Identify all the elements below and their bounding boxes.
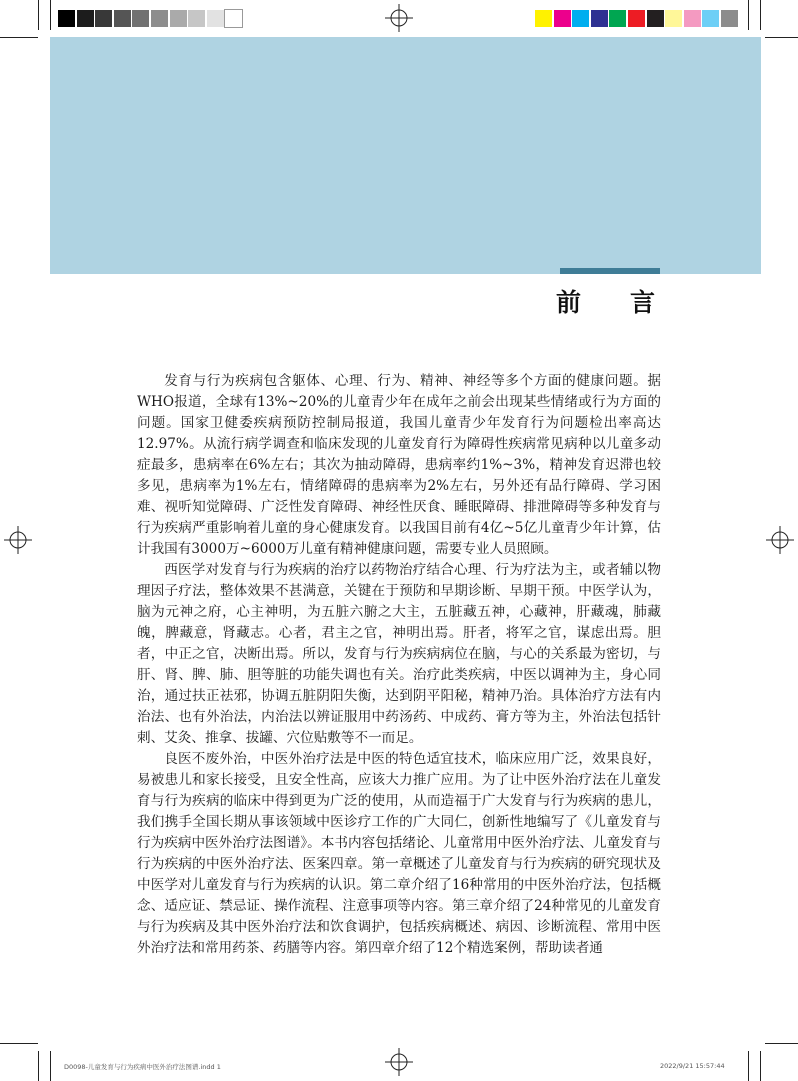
crop-mark-top-left-h — [0, 37, 38, 38]
crop-mark-bottom-right-v — [760, 1051, 761, 1081]
footer-timestamp: 2022/9/21 15:57:44 — [660, 1062, 725, 1070]
color-swatch — [702, 10, 719, 27]
color-swatch — [170, 10, 187, 27]
color-swatch — [77, 10, 94, 27]
color-swatch — [114, 10, 131, 27]
paragraph: 西医学对发育与行为疾病的治疗以药物治疗结合心理、行为疗法为主，或者辅以物理因子疗法，整体效果不甚满意，关键在于预防和早期诊断、早期干预。中医学认为，脑为元神之府，心主神明，为五脏六腑之大主，五脏藏五神，心藏神，肝藏魂，肺藏魄，脾藏意，肾藏志。心者，君主之官，神明出焉。肝者，将军之官，谋虑出焉。胆者，中正之官，决断出焉。所以，发育与行为疾病病位在脑，与心的关系最为密切，与肝、肾、脾、肺、胆等脏的功能失调也有关。治疗此类疾病，中医以调神为主，身心同治，通过扶正祛邪，协调五脏阴阳失衡，达到阴平阳秘，精神乃治。具体治疗方法有内治法、也有外治法，内治法以辨证服用中药汤药、中成药、膏方等为主，外治法包括针刺、艾灸、推拿、拔罐、穴位贴敷等不一而足。 — [137, 562, 661, 746]
color-swatch — [188, 10, 205, 27]
crop-mark-top-right-v2 — [748, 0, 749, 30]
header-color-band — [50, 37, 761, 274]
crop-mark-bottom-left-h — [0, 1043, 38, 1044]
crop-mark-bottom-left-v2 — [50, 1051, 51, 1081]
registration-mark-left — [4, 526, 32, 554]
crop-mark-top-left-v — [38, 0, 39, 30]
color-swatch — [665, 10, 682, 27]
color-swatch — [554, 10, 571, 27]
color-swatch — [609, 10, 626, 27]
footer-file-name: D0098-儿童发育与行为疾病中医外治疗法图谱.indd 1 — [64, 1063, 221, 1071]
paragraph: 发育与行为疾病包含躯体、心理、行为、精神、神经等多个方面的健康问题。据WHO报道，全球有13%~20%的儿童青少年在成年之前会出现某些情绪或行为方面的问题。国家卫健委疾病预防控制局报道，我国儿童青少年发育行为问题检出率高达12.97%。从流行病学调查和临床发现的儿童发育行为障碍性疾病常见病种以儿童多动症最多，患病率在6%左右；其次为抽动障碍，患病率约1%~3%，精神发育迟滞也较多见，患病率为1%左右，情绪障碍的患病率为2%左右，另外还有品行障碍、学习困难、视听知觉障碍、广泛性发育障碍、神经性厌食、睡眠障碍、排泄障碍等多种发育与行为疾病严重影响着儿童的身心健康发育。以我国目前有4亿~5亿儿童青少年计算，估计我国有3000万~6000万儿童有精神健康问题，需要专业人员照顾。 — [137, 373, 661, 557]
color-swatch — [572, 10, 589, 27]
title-char-2: 言 — [630, 288, 658, 317]
color-swatch — [207, 10, 224, 27]
color-swatch — [684, 10, 701, 27]
body-text — [137, 371, 661, 959]
registration-mark-right — [766, 526, 794, 554]
registration-mark-bottom — [385, 1048, 413, 1076]
color-swatch — [535, 10, 552, 27]
crop-mark-bottom-left-v — [38, 1051, 39, 1081]
color-swatch — [628, 10, 645, 27]
registration-mark-top — [385, 4, 413, 32]
title-accent-bar — [560, 268, 660, 274]
crop-mark-bottom-right-h — [765, 1043, 798, 1044]
color-swatch — [58, 10, 75, 27]
color-swatch — [95, 10, 112, 27]
paragraph: 良医不废外治，中医外治疗法是中医的特色适宜技术，临床应用广泛，效果良好，易被患儿和家长接受，且安全性高，应该大力推广应用。为了让中医外治疗法在儿童发育与行为疾病的临床中得到更为广泛的使用，从而造福于广大发育与行为疾病的患儿，我们携手全国长期从事该领域中医诊疗工作的广大同仁，创新性地编写了《儿童发育与行为疾病中医外治疗法图谱》。本书内容包括绪论、儿童常用中医外治疗法、儿童发育与行为疾病的中医外治疗法、医案四章。第一章概述了儿童发育与行为疾病的研究现状及中医学对儿童发育与行为疾病的认识。第二章介绍了16种常用的中医外治疗法，包括概念、适应证、禁忌证、操作流程、注意事项等内容。第三章介绍了24种常见的儿童发育与行为疾病及其中医外治疗法和饮食调护，包括疾病概述、病因、诊断流程、常用中医外治疗法和常用药茶、药膳等内容。第四章介绍了12个精选案例，帮助读者通 — [137, 751, 661, 956]
crop-mark-bottom-right-v2 — [748, 1051, 749, 1081]
crop-mark-top-left-v2 — [50, 0, 51, 30]
crop-mark-top-right-v — [760, 0, 761, 30]
color-swatch — [151, 10, 168, 27]
color-swatch — [132, 10, 149, 27]
color-swatch — [591, 10, 608, 27]
color-swatch — [721, 10, 738, 27]
page-title — [548, 283, 668, 317]
color-swatch — [647, 10, 664, 27]
title-char-1: 前 — [556, 288, 584, 317]
color-swatch — [225, 10, 242, 27]
crop-mark-top-right-h — [765, 37, 798, 38]
